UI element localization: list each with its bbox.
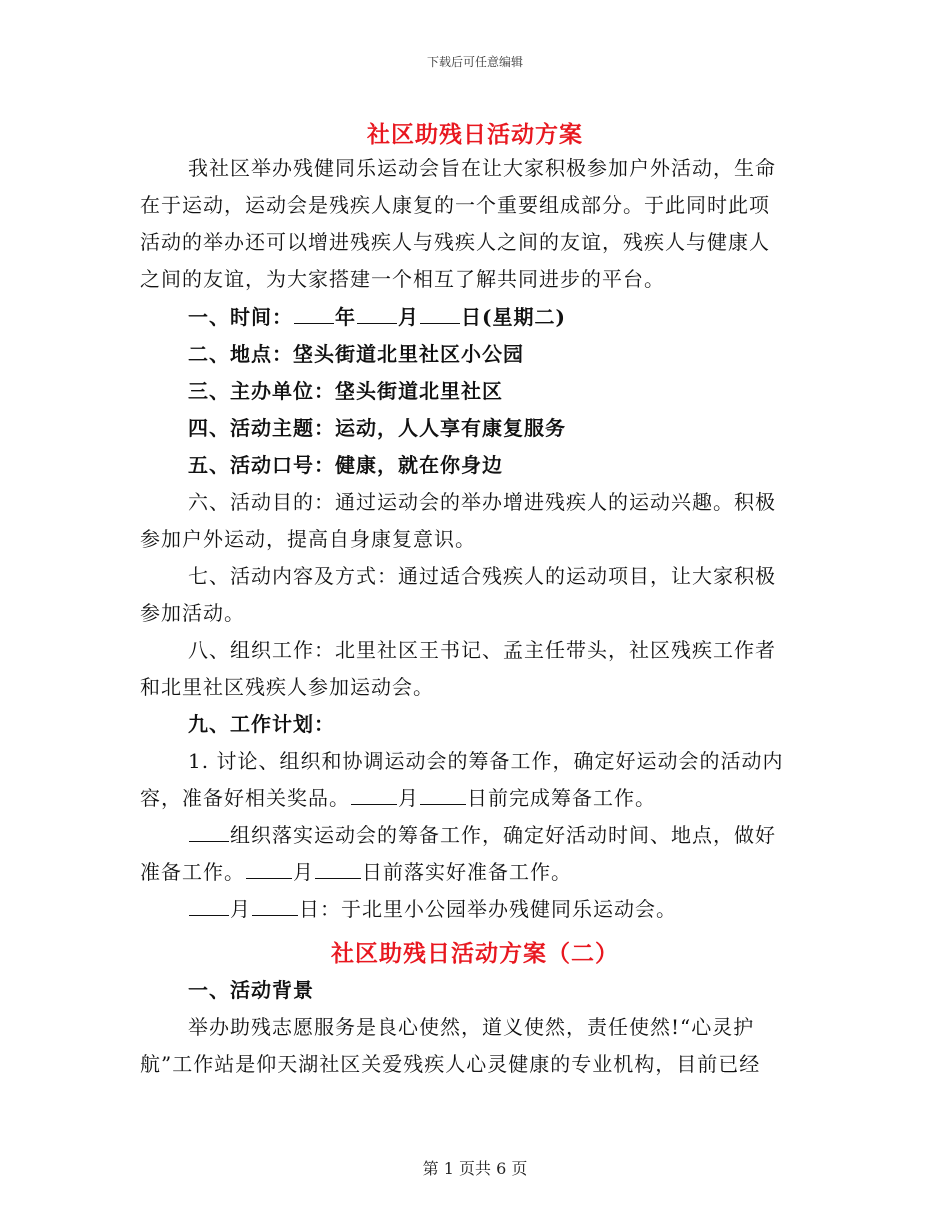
plan2-text-a: 准备工作。 xyxy=(140,860,245,884)
content-line-2: 参加活动。 xyxy=(140,601,245,625)
document-title: 社区助残日活动方案 xyxy=(367,121,583,148)
plan3-text: 日：于北里小公园举办残健同乐运动会。 xyxy=(299,897,677,921)
plan1-line-2 xyxy=(140,780,800,817)
background-title: 一、活动背景 xyxy=(188,978,314,1002)
plan3-day-blank xyxy=(252,897,298,916)
second-title: 社区助残日活动方案（二） xyxy=(331,940,619,967)
purpose-line-2: 参加户外运动，提高自身康复意识。 xyxy=(140,527,476,551)
plan2-text-b: 日前落实好准备工作。 xyxy=(362,860,572,884)
year-blank xyxy=(294,305,334,324)
intro-line-2: 在于运动，运动会是残疾人康复的一个重要组成部分。于此同时此项 xyxy=(140,193,770,217)
organize-line-2: 和北里社区残疾人参加运动会。 xyxy=(140,675,434,699)
time-label: 一、时间： xyxy=(188,305,293,329)
plan2-month: 月 xyxy=(293,860,314,884)
background-line-2: 航”工作站是仰天湖社区关爱残疾人心灵健康的专业机构，目前已经 xyxy=(140,1052,761,1076)
plan1-text-b: 日前完成筹备工作。 xyxy=(467,786,656,810)
plan3-month: 月 xyxy=(230,897,251,921)
header-note: 下载后可任意编辑 xyxy=(426,55,523,69)
plan1-text-a: 容，准备好相关奖品。 xyxy=(140,786,350,810)
plan1-month-blank xyxy=(351,786,397,805)
organize-line-1: 八、组织工作：北里社区王书记、孟主任带头，社区残疾工作者 xyxy=(188,638,776,662)
plan2-line-2 xyxy=(140,854,800,891)
plan-title: 九、工作计划： xyxy=(188,712,335,736)
plan2-blank xyxy=(189,823,229,842)
plan2-month-blank xyxy=(246,860,292,879)
plan2-line-1 xyxy=(188,817,848,854)
year-text: 年 xyxy=(335,305,356,329)
month-blank xyxy=(357,305,397,324)
page-footer: 第 1 页共 6 页 xyxy=(422,1159,528,1178)
background-line-1: 举办助残志愿服务是良心使然，道义使然，责任使然!“心灵护 xyxy=(188,1015,755,1039)
plan1-day-blank xyxy=(420,786,466,805)
slogan-item: 五、活动口号：健康，就在你身边 xyxy=(188,453,503,477)
day-text: 日(星期二) xyxy=(461,305,566,329)
plan1-month: 月 xyxy=(398,786,419,810)
intro-line-1: 我社区举办残健同乐运动会旨在让大家积极参加户外活动，生命 xyxy=(188,156,776,180)
plan2-day-blank xyxy=(315,860,361,879)
content-line-1: 七、活动内容及方式：通过适合残疾人的运动项目，让大家积极 xyxy=(188,564,776,588)
plan3-month-blank xyxy=(189,897,229,916)
plan3-line xyxy=(188,891,848,928)
intro-line-3: 活动的举办还可以增进残疾人与残疾人之间的友谊，残疾人与健康人 xyxy=(140,230,770,254)
theme-item: 四、活动主题：运动，人人享有康复服务 xyxy=(188,416,566,440)
plan2-text: 组织落实运动会的筹备工作，确定好活动时间、地点，做好 xyxy=(230,823,776,847)
purpose-line-1: 六、活动目的：通过运动会的举办增进残疾人的运动兴趣。积极 xyxy=(188,490,776,514)
location-item: 二、地点：垡头街道北里社区小公园 xyxy=(188,342,524,366)
organizer-item: 三、主办单位：垡头街道北里社区 xyxy=(188,379,503,403)
plan1-line-1: 1. 讨论、组织和协调运动会的筹备工作，确定好运动会的活动内 xyxy=(188,749,784,773)
intro-line-4: 之间的友谊，为大家搭建一个相互了解共同进步的平台。 xyxy=(140,267,665,291)
month-text: 月 xyxy=(398,305,419,329)
day-blank xyxy=(420,305,460,324)
time-line xyxy=(188,299,848,336)
